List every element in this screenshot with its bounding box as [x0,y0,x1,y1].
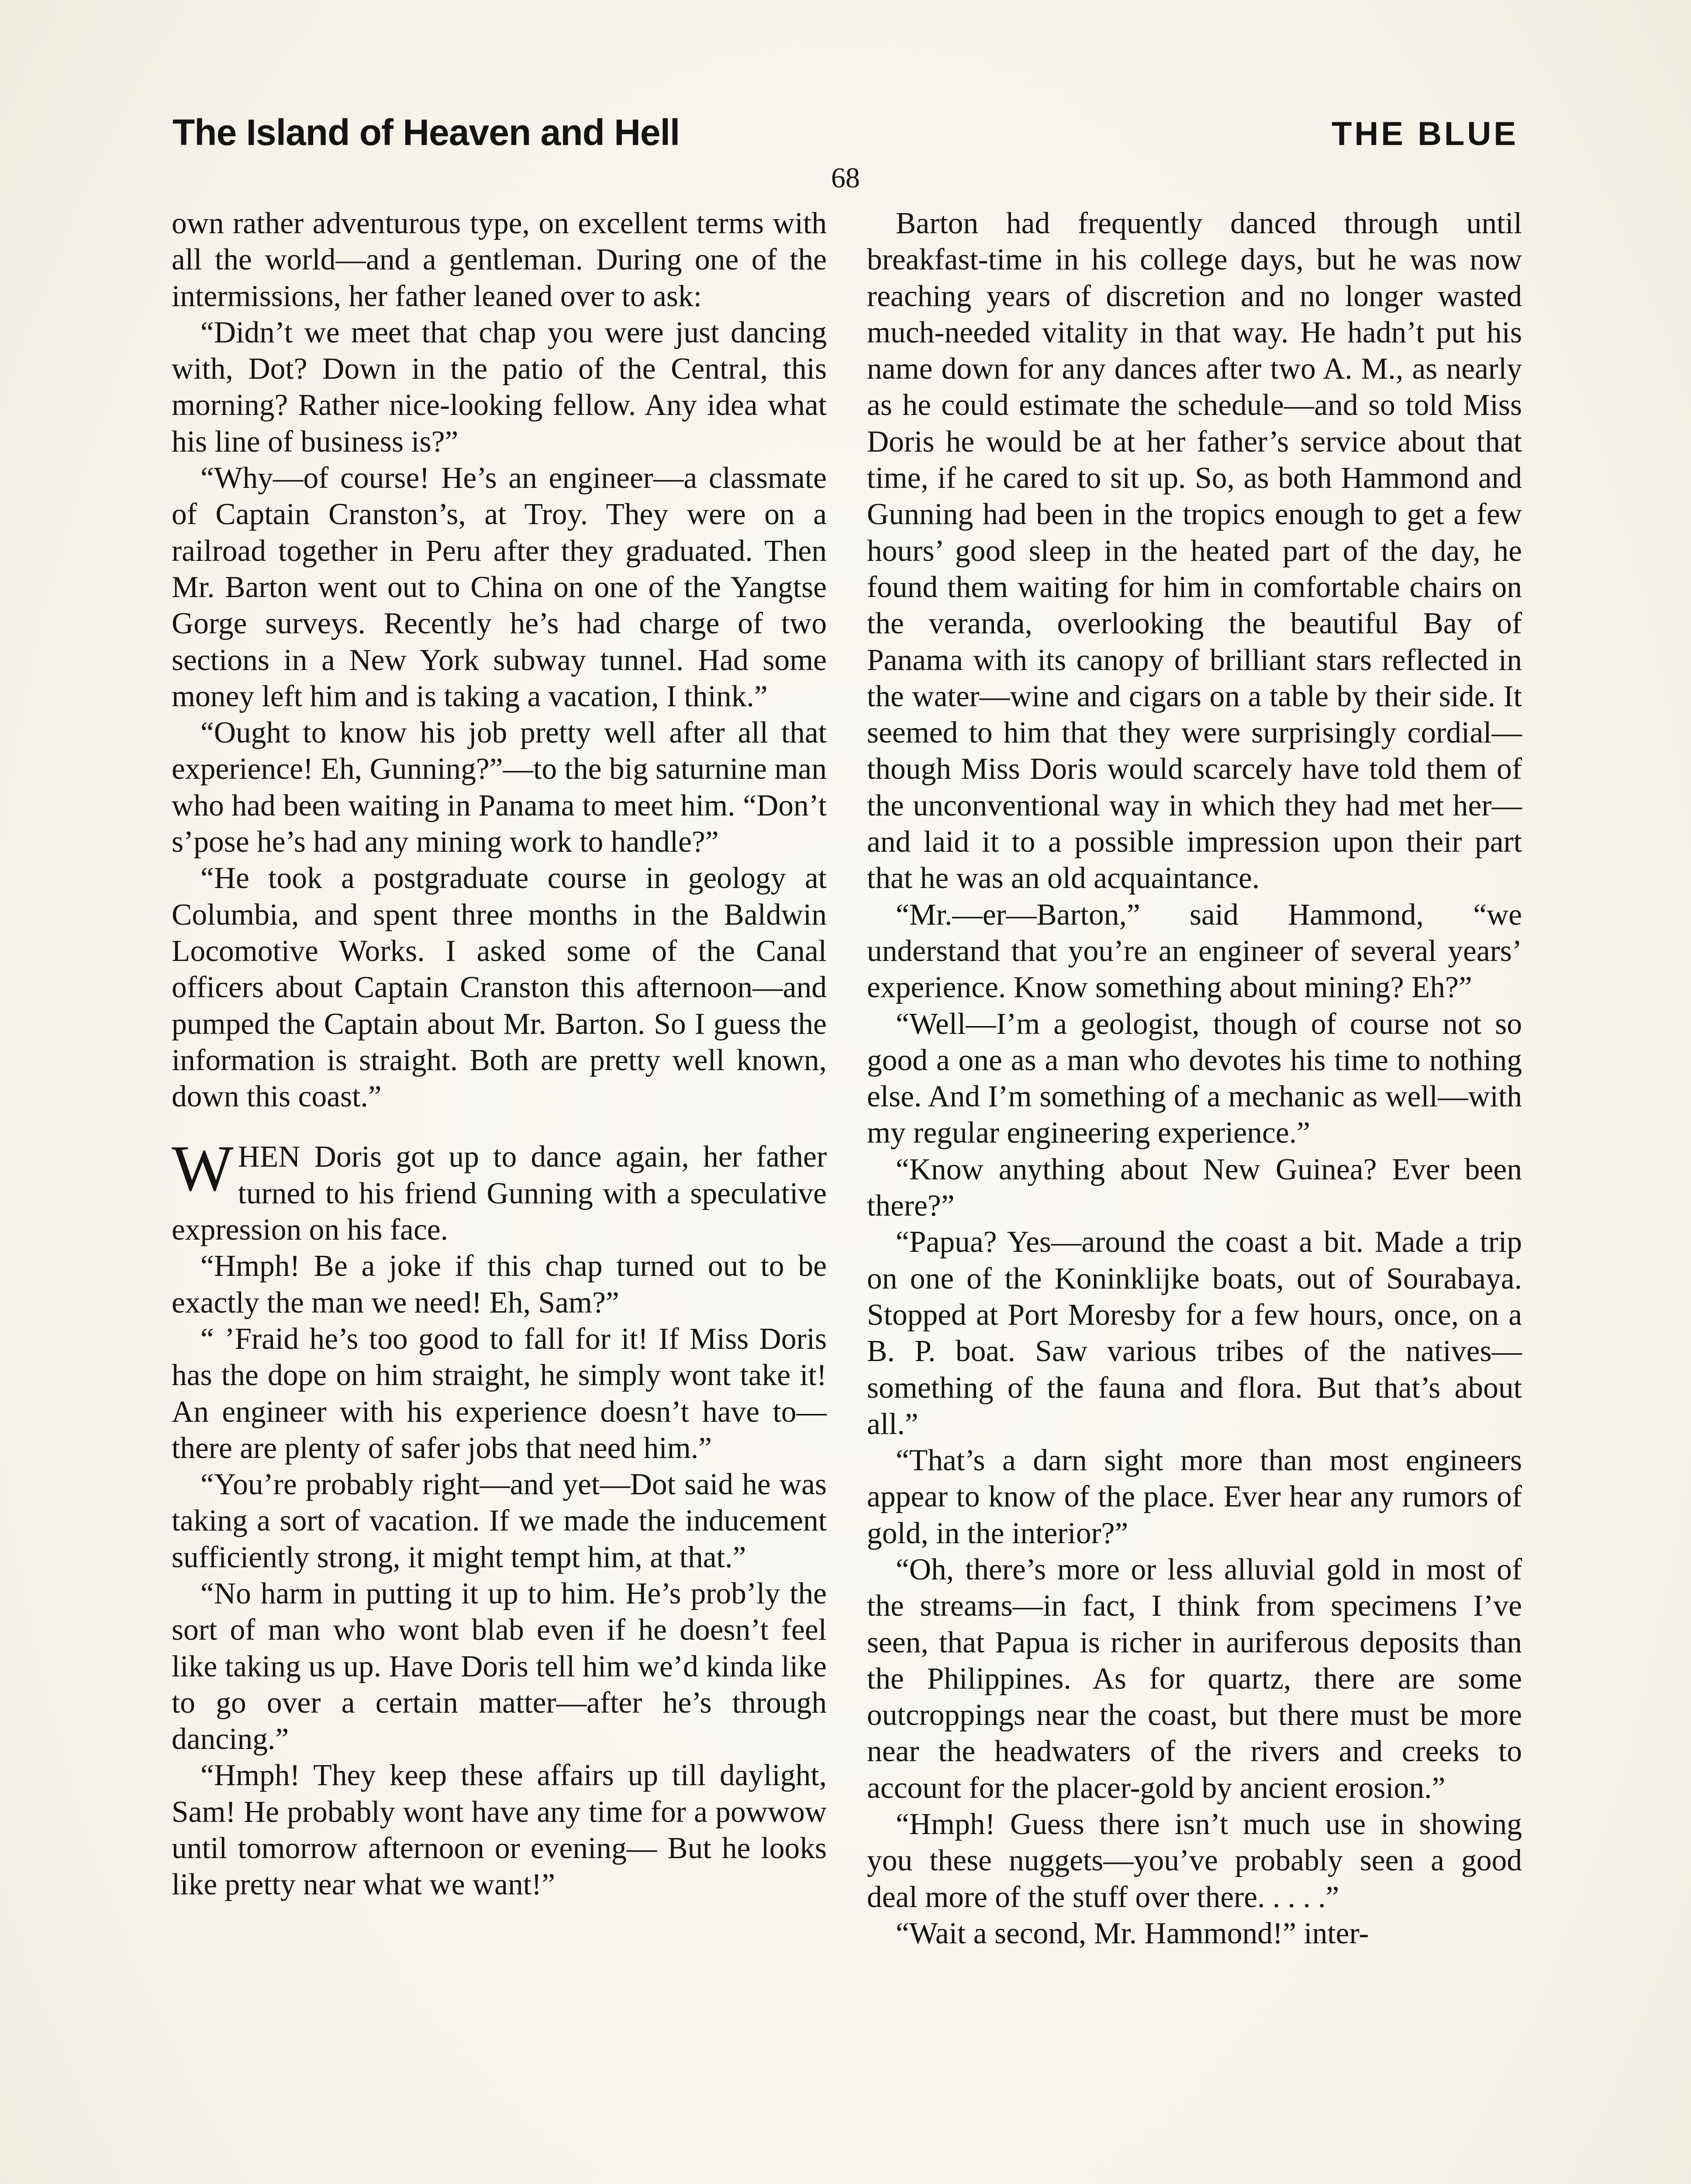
paragraph-text: Barton had frequently danced through until breakfast-time in his college days, but he was now reaching years of discretion and no longer wasted much-needed vitality in that way. He hadn’t put his name down for any dances after two A. M., as nearly as he could estimate the schedule—and so told Miss Doris he would be at her father’s service about that time, if he cared to sit up. So, as both Hammond and Gunning had been in the tropics enough to get a few hours’ good sleep in the heated part of the day, he found them waiting for him in comfortable chairs on the veranda, overlooking the beautiful Bay of Panama with its canopy of brilliant stars reflected in the water—wine and cigars on a table by their side. It seemed to him that they were surprisingly cordial—though Miss Doris would scarcely have told them of the unconventional way in which they had met her—and laid it to a possible impression upon their part that he was an old acquaintance. [867,207,1522,895]
paragraph-text: “Know anything about New Guinea? Ever been there?” [867,1152,1522,1223]
paragraph [172,715,827,860]
paragraph-text: “No harm in putting it up to him. He’s prob’ly the sort of man who wont blab even if he doesn’t feel like taking us up. Have Doris tell him we’d kinda like to go over a certain matter—after he’s through dancing.” [172,1576,827,1756]
paragraph [172,1321,827,1466]
paragraph-text: own rather adventurous type, on excellent terms with all the world—and a gentleman. During one of the intermissions, her father leaned over to ask: [172,207,827,313]
paragraph [867,897,1522,1006]
paragraph-text: “Papua? Yes—around the coast a bit. Made a trip on one of the Koninklijke boats, out of Sourabaya. Stopped at Port Moresby for a few hours, once, on a B. P. boat. Saw various tribes of the natives—something of the fauna and flora. But that’s about all.” [867,1225,1522,1441]
paragraph [172,1757,827,1903]
paragraph-text: “Mr.—er—Barton,” said Hammond, “we understand that you’re an engineer of several years’ experience. Know something about mining? Eh?” [867,898,1522,1005]
paragraph-text: “Why—of course! He’s an engineer—a classmate of Captain Cranston’s, at Troy. They were on a railroad together in Peru after they graduated. Then Mr. Barton went out to China on one of the Yangtse Gorge surveys. Recently he’s had charge of two sections in a New York subway tunnel. Had some money left him and is taking a vacation, I think.” [172,461,827,713]
paragraph [172,1132,827,1248]
paragraph-text: HEN Doris got up to dance again, her father turned to his friend Gunning with a speculative expression on his face. [172,1140,827,1247]
paragraph-text: “Hmph! Guess there isn’t much use in showing you these nuggets—you’ve probably seen a good deal more of the stuff over there. . . . .” [867,1807,1522,1914]
paragraph-text: “Hmph! Be a joke if this chap turned out to be exactly the man we need! Eh, Sam?” [172,1249,827,1320]
paragraph [172,1466,827,1576]
paragraph [867,1442,1522,1552]
paragraph [172,205,827,314]
magazine-name: THE BLUE [1332,115,1518,152]
right-text-column [867,205,1522,1952]
paragraph-text: “Oh, there’s more or less alluvial gold in most of the streams—in fact, I think from specimens I’ve seen, that Papua is richer in auriferous deposits than the Philippines. As for quartz, there are some outcroppings near the coast, but there must be more near the headwaters of the rivers and creeks to account for the placer-gold by ancient erosion.” [867,1552,1522,1805]
paragraph [172,1576,827,1757]
paragraph-text: “Wait a second, Mr. Hammond!” inter- [896,1916,1369,1950]
story-title: The Island of Heaven and Hell [173,112,680,153]
paragraph-text: “Ought to know his job pretty well after all that experience! Eh, Gunning?”—to the big saturnine man who had been waiting in Panama to meet him. “Don’t s’pose he’s had any mining work to handle?” [172,716,827,859]
paragraph-text: “He took a postgraduate course in geology at Columbia, and spent three months in the Baldwin Locomotive Works. I asked some of the Canal officers about Captain Cranston this afternoon—and pumped the Captain about Mr. Barton. So I guess the information is straight. Both are pretty well known, down this coast.” [172,861,827,1114]
paragraph-text: “Well—I’m a geologist, though of course not so good a one as a man who devotes his time to nothing else. And I’m something of a mechanic as well—with my regular engineering experience.” [867,1007,1522,1150]
paragraph [867,1915,1522,1952]
paragraph [172,1248,827,1321]
paragraph [867,1552,1522,1806]
paragraph [867,1224,1522,1442]
paragraph-text: “You’re probably right—and yet—Dot said he was taking a sort of vacation. If we made the inducement sufficiently strong, it might tempt him, at that.” [172,1468,827,1574]
paragraph [172,314,827,460]
paragraph-text: “ ’Fraid he’s too good to fall for it! If Miss Doris has the dope on him straight, he simply wont take it! An engineer with his experience doesn’t have to—there are plenty of safer jobs that need him.” [172,1322,827,1465]
drop-cap: W [172,1132,234,1205]
paragraph [867,1151,1522,1224]
left-text-column [172,205,827,1903]
running-header [173,111,1518,164]
paragraph [867,1006,1522,1151]
paragraph [867,205,1522,897]
paragraph-text: “That’s a darn sight more than most engineers appear to know of the place. Ever hear any rumors of gold, in the interior?” [867,1444,1522,1550]
paragraph [867,1806,1522,1915]
page-number: 68 [831,162,860,194]
paragraph [172,460,827,715]
paragraph-text: “Didn’t we meet that chap you were just dancing with, Dot? Down in the patio of the Central, this morning? Rather nice-looking fellow. Any idea what his line of business is?” [172,315,827,459]
paragraph [172,860,827,1115]
paragraph-text: “Hmph! They keep these affairs up till daylight, Sam! He probably wont have any time for a powwow until tomorrow afternoon or evening— But he looks like pretty near what we want!” [172,1759,827,1902]
